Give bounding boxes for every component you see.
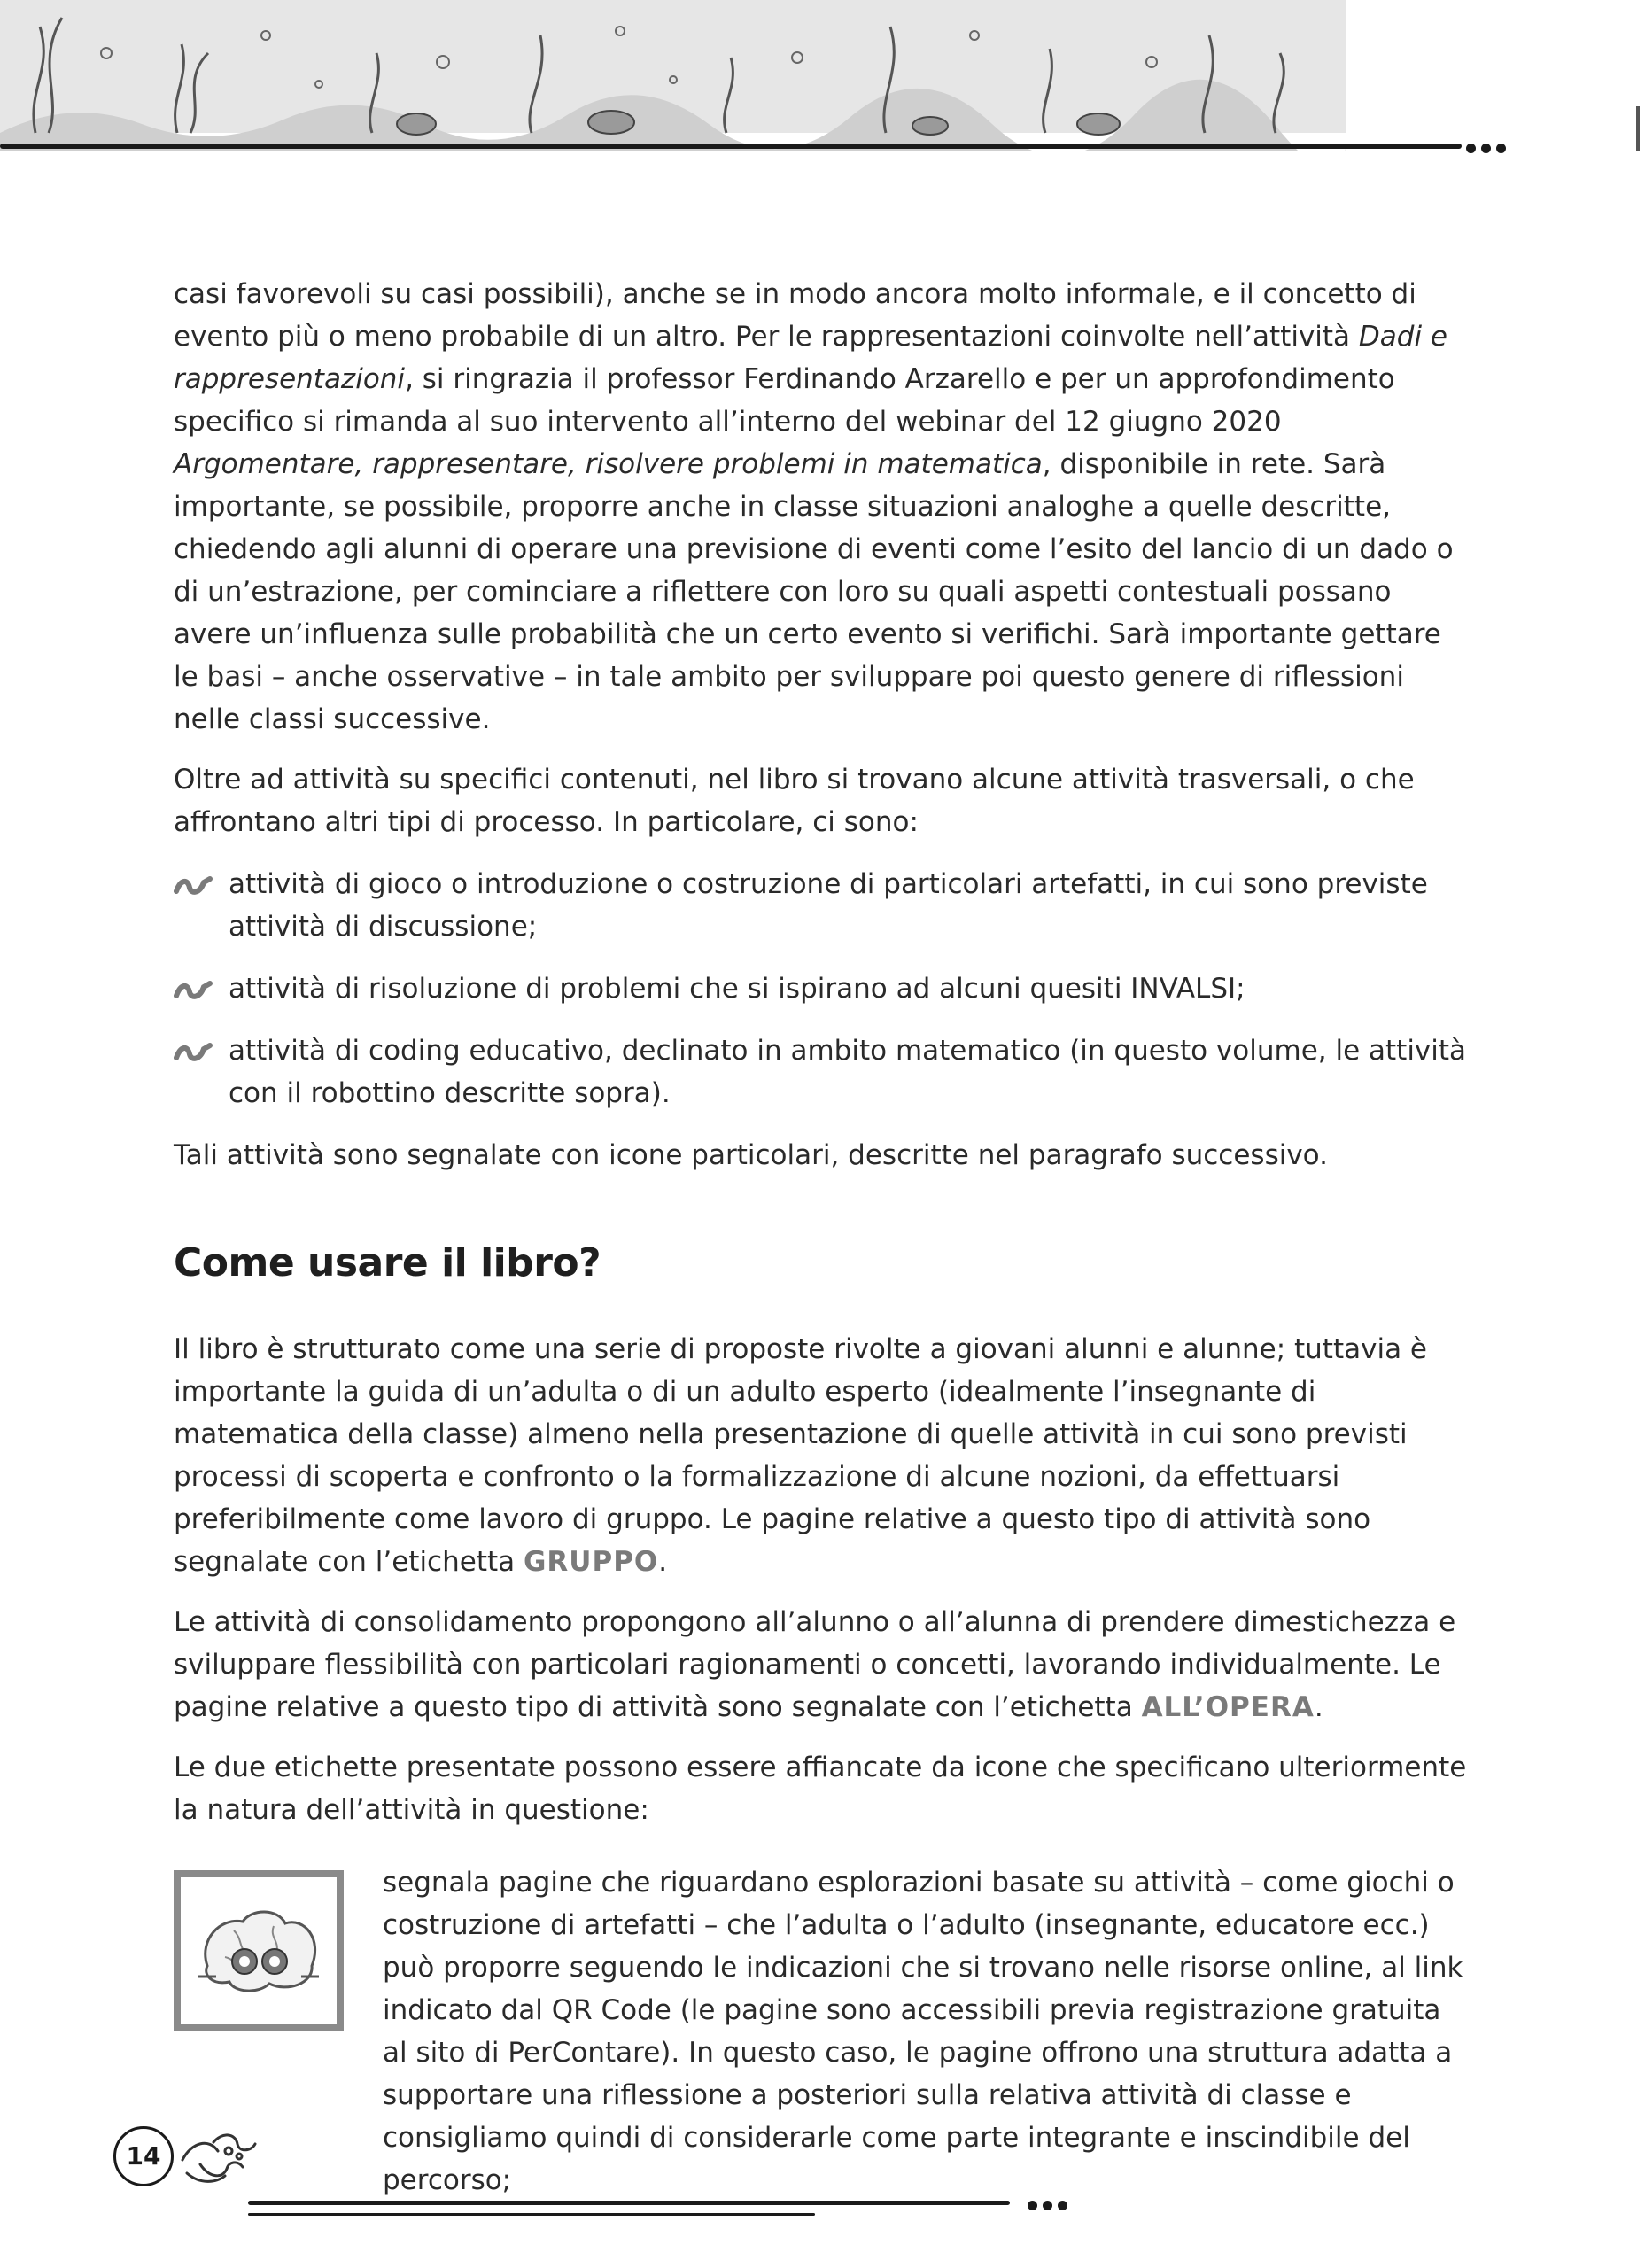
footer-ellipsis-dots	[1028, 2197, 1073, 2214]
group-paragraph: Il libro è strutturato come una serie di proposte rivolte a giovani alunni e alunne; tuttavia è importante la guida di un’adulta o di un adulto esperto (idealmente l’insegnante di matematica della classe) almeno nella presentazione di quelle attività in cui sono previsti processi di scoperta e confronto o la formalizzazione di alcune nozioni, da effettuarsi preferibilmente come lavoro di gruppo. Le pagine relative a questo tipo di attività sono segnalate con l’etichetta GRUPPO.	[174, 1333, 1427, 1578]
list-item: attività di gioco o introduzione o costruzione di particolari artefatti, in cui sono previste attività di discussione;	[174, 863, 1467, 948]
brain-icon-row	[174, 1861, 1467, 2202]
seabed-header-illustration	[0, 0, 1346, 151]
page-edge-mark	[1636, 106, 1640, 151]
labels-paragraph: Le due etichette presentate possono essere affiancate da icone che specificano ulteriormente la natura dell’attività in questione:	[174, 1751, 1467, 1826]
swirl-bullet-icon	[174, 875, 213, 895]
list-item: attività di coding educativo, declinato in ambito matematico (in questo volume, le attività con il robottino descritte sopra).	[174, 1029, 1467, 1115]
page-content	[174, 273, 1467, 2202]
brain-icon-description: segnala pagine che riguardano esplorazioni basate su attività – come giochi o costruzione di artefatti – che l’adulta o l’adulto (insegnante, educatore ecc.) può proporre seguendo le indicazioni che si trovano nelle risorse online, al link indicato dal QR Code (le pagine sono accessibili previa registrazione gratuita al sito di PerContare). In questo caso, le pagine offrono una struttura adatta a supportare una riflessione a posteriori sulla relativa attività di classe e consigliamo quindi di considerarle come parte integrante e inscindibile del percorso;	[383, 1867, 1463, 2196]
section-title: Come usare il libro?	[174, 1240, 601, 1285]
group-tag: GRUPPO	[523, 1546, 659, 1578]
opera-paragraph: Le attività di consolidamento propongono all’alunno o all’alunna di prendere dimestichezza e sviluppare flessibilità con particolari ragionamenti o concetti, lavorando individualmente. Le pagine relative a questo tipo di attività sono segnalate con l’etichetta ALL’OPERA.	[174, 1606, 1456, 1723]
icons-paragraph: Tali attività sono segnalate con icone particolari, descritte nel paragrafo successivo.	[174, 1139, 1328, 1171]
transversal-paragraph: Oltre ad attività su specifici contenuti, nel libro si trovano alcune attività trasversali, o che affrontano altri tipi di processo. In particolare, ci sono:	[174, 764, 1415, 838]
header-ellipsis-dots	[1466, 140, 1511, 157]
intro-paragraph: casi favorevoli su casi possibili), anche se in modo ancora molto informale, e il concetto di evento più o meno probabile di un altro. Per le rappresentazioni coinvolte nell’attività Dadi e rappresentazioni, si ringrazia il professor Ferdinando Arzarello e per un approfondimento specifico si rimanda al suo intervento all’interno del webinar del 12 giugno 2020 Argomentare, rappresentare, risolvere problemi in matematica, disponibile in rete. Sarà importante, se possibile, proporre anche in classe situazioni analoghe a quelle descritte, chiedendo agli alunni di operare una previsione di eventi come l’esito del lancio di un dado o di un’estrazione, per cominciare a riflettere con loro su quali aspetti contestuali possano avere un’influenza sulle probabilità che un certo evento si verifichi. Sarà importante gettare le basi – anche osservative – in tale ambito per sviluppare poi questo genere di riflessioni nelle classi successive.	[174, 278, 1454, 735]
opera-tag: ALL’OPERA	[1141, 1691, 1315, 1723]
octopus-icon	[174, 2124, 262, 2186]
footer-rule-secondary	[248, 2213, 815, 2216]
page-number: 14	[113, 2126, 174, 2186]
footer-rule	[248, 2201, 1010, 2205]
list-item: attività di risoluzione di problemi che si ispirano ad alcuni quesiti INVALSI;	[174, 967, 1467, 1010]
swirl-bullet-icon	[174, 980, 213, 999]
header-rule	[0, 144, 1462, 149]
swirl-bullet-icon	[174, 1042, 213, 1061]
brain-gears-icon	[174, 1870, 344, 2031]
activities-list	[174, 863, 1467, 1115]
